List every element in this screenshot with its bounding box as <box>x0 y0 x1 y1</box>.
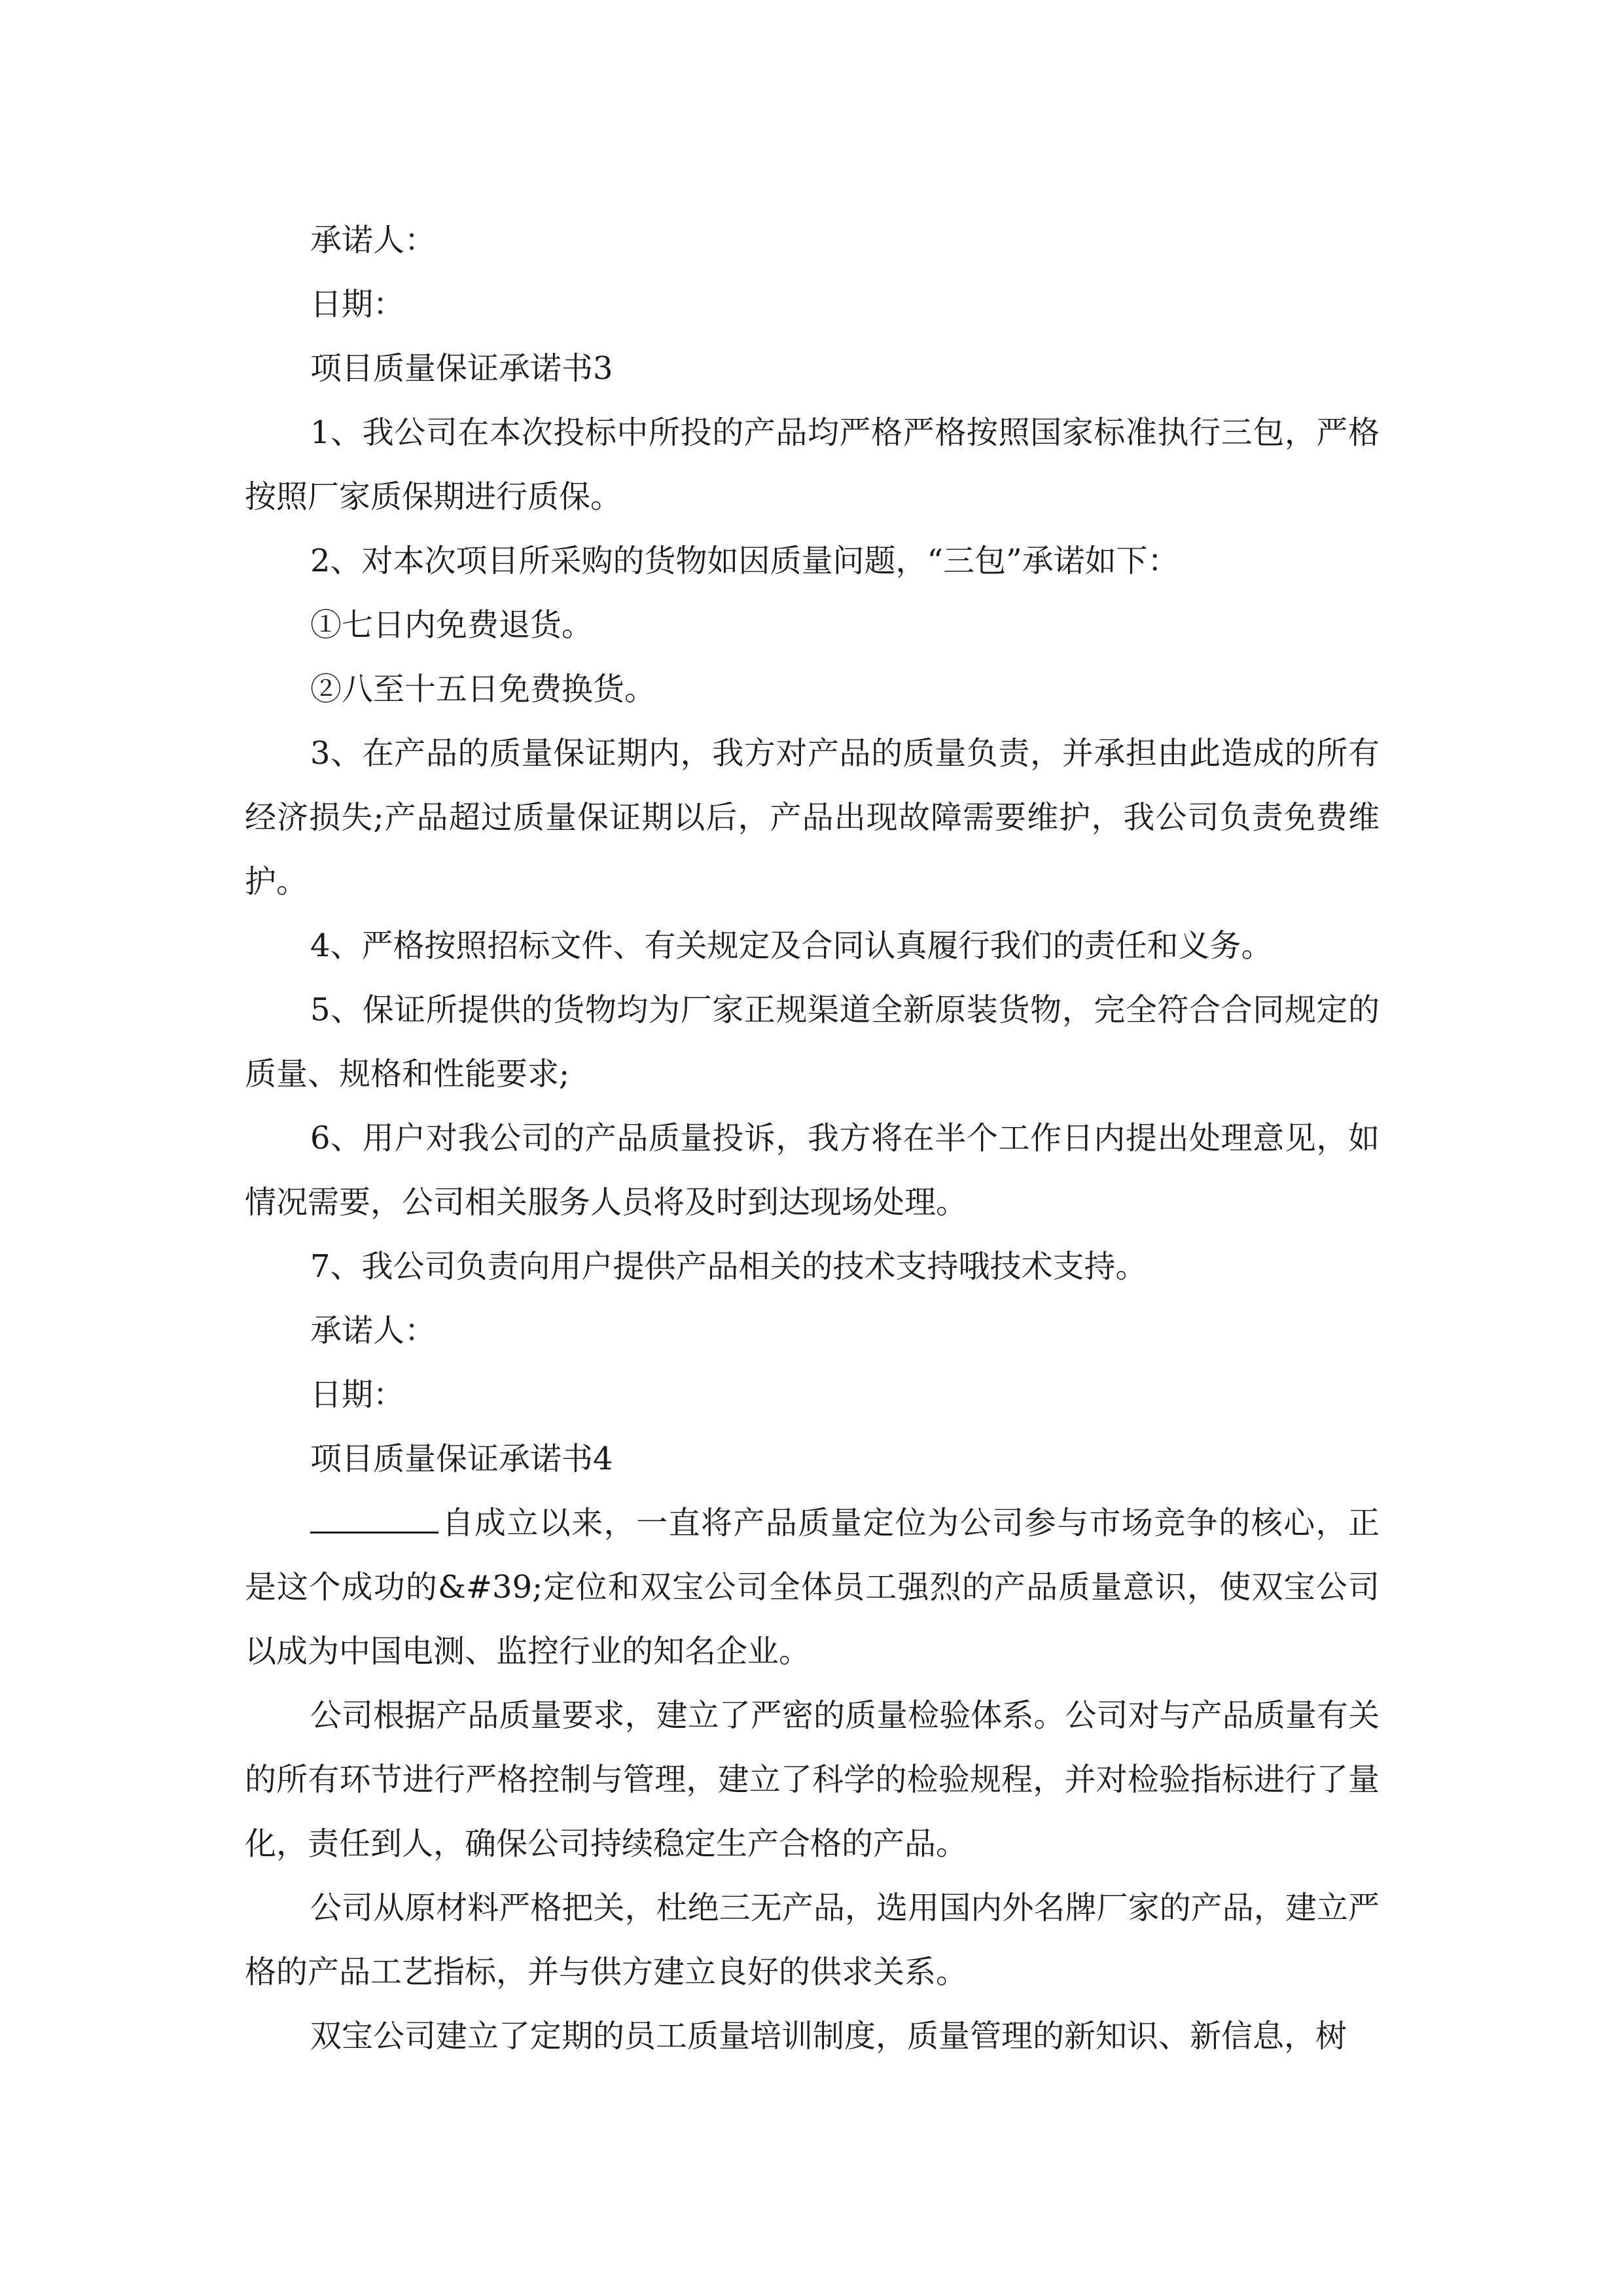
clause-1: 1、我公司在本次投标中所投的产品均严格严格按照国家标准执行三包，严格按照厂家质保期进行质保。 <box>245 414 1380 515</box>
training-paragraph: 双宝公司建立了定期的员工质量培训制度，质量管理的新知识、新信息，树 <box>310 2018 1347 2054</box>
section-title-4: 项目质量保证承诺书4 <box>310 1441 613 1477</box>
quality-system-paragraph: 公司根据产品质量要求，建立了严密的质量检验体系。公司对与产品质量有关的所有环节进行严格控制与管理，建立了科学的检验规程，并对检验指标进行了量化，责任到人，确保公司持续稳定生产合格的产品。 <box>245 1697 1380 1862</box>
clause-2: 2、对本次项目所采购的货物如因质量问题，“三包”承诺如下： <box>310 543 1179 579</box>
date-label-2: 日期： <box>310 1376 405 1413</box>
clause-4: 4、严格按照招标文件、有关规定及合同认真履行我们的责任和义务。 <box>310 927 1273 964</box>
raw-material-paragraph: 公司从原材料严格把关，杜绝三无产品，选用国内外名牌厂家的产品，建立严格的产品工艺指标，并与供方建立良好的供求关系。 <box>245 1890 1380 1990</box>
clause-7: 7、我公司负责向用户提供产品相关的技术支持哦技术支持。 <box>310 1248 1147 1285</box>
intro-paragraph-text: 自成立以来，一直将产品质量定位为公司参与市场竞争的核心，正是这个成功的&#39;定位和双宝公司全体员工强烈的产品质量意识，使双宝公司以成为中国电测、监控行业的知名企业。 <box>245 1505 1380 1670</box>
intro-paragraph <box>245 1491 1380 1683</box>
fill-in-blank <box>310 1492 438 1534</box>
clause-2-item-1: ①七日内免费退货。 <box>310 607 594 643</box>
clause-6: 6、用户对我公司的产品质量投诉，我方将在半个工作日内提出处理意见，如情况需要，公司相关服务人员将及时到达现场处理。 <box>245 1120 1380 1221</box>
section-title-3: 项目质量保证承诺书3 <box>310 350 613 387</box>
clause-3: 3、在产品的质量保证期内，我方对产品的质量负责，并承担由此造成的所有经济损失;产品超过质量保证期以后，产品出现故障需要维护，我公司负责免费维护。 <box>245 735 1380 900</box>
clause-2-item-2: ②八至十五日免费换货。 <box>310 671 656 708</box>
signer-label: 承诺人： <box>310 222 437 259</box>
signer-label-2: 承诺人： <box>310 1312 437 1349</box>
clause-5: 5、保证所提供的货物均为厂家正规渠道全新原装货物，完全符合合同规定的质量、规格和性能要求; <box>245 992 1380 1092</box>
document-body <box>245 208 1380 2068</box>
date-label: 日期： <box>310 286 405 323</box>
